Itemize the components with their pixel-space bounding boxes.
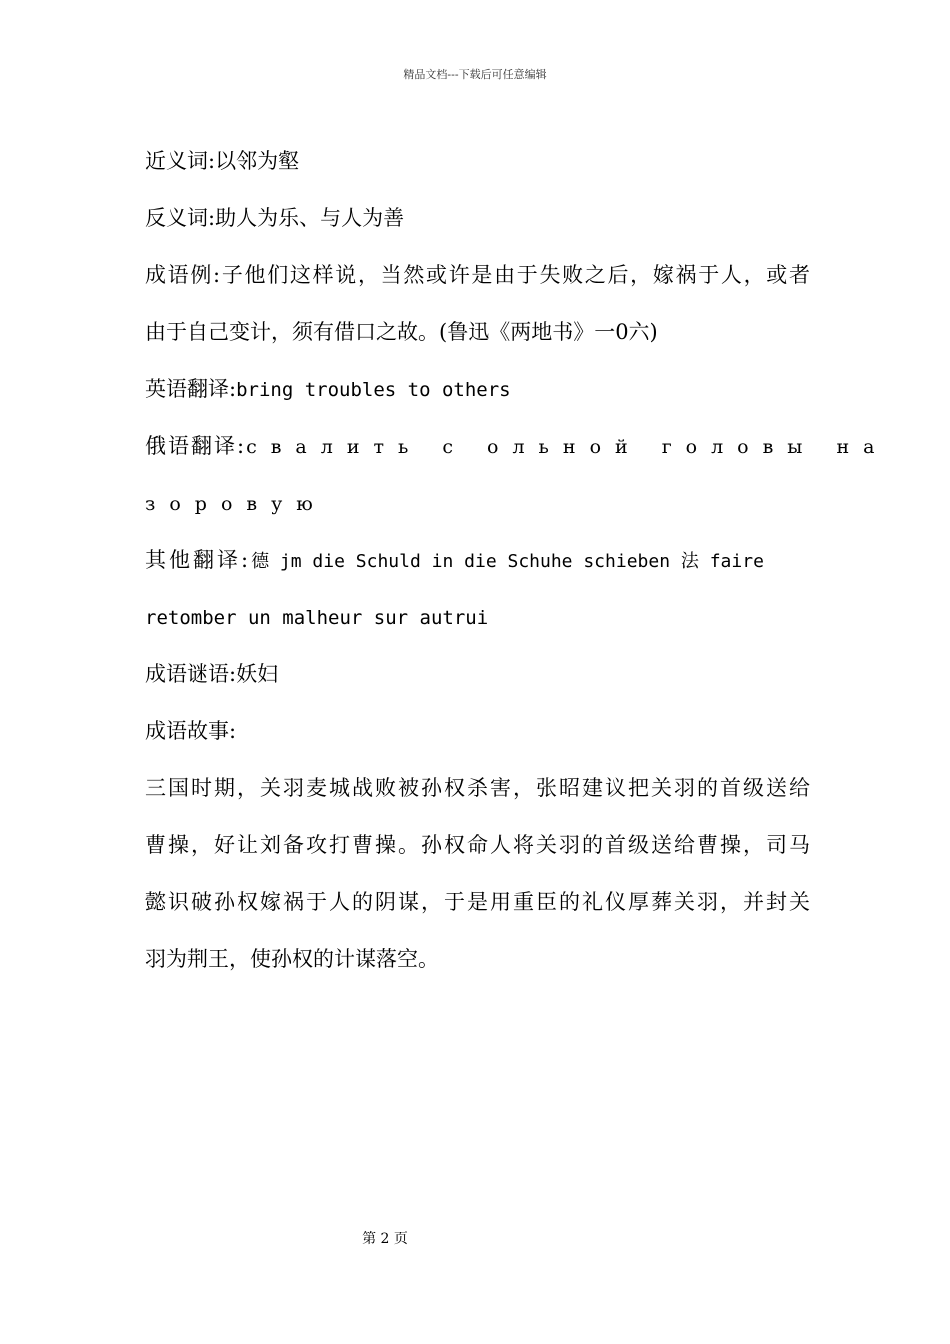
riddle-line: 成语谜语:妖妇 bbox=[145, 662, 279, 686]
russian-translation-line-2 bbox=[145, 475, 810, 532]
other-translation-text-1: 德 jm die Schuld in die Schuhe schieben 法 faire bbox=[251, 551, 764, 572]
english-translation-line bbox=[145, 361, 810, 418]
example-line-1: 成语例:子他们这样说，当然或许是由于失败之后，嫁祸于人，或者 bbox=[145, 263, 810, 287]
russian-translation-line-1 bbox=[145, 418, 889, 475]
other-translation-label: 其他翻译: bbox=[145, 548, 252, 572]
page-number: 第 2 页 bbox=[362, 1231, 408, 1247]
story-line-2: 曹操，好让刘备攻打曹操。孙权命人将关羽的首级送给曹操，司马 bbox=[145, 833, 810, 857]
synonym-line: 近义词:以邻为壑 bbox=[145, 149, 300, 173]
russian-translation-label: 俄语翻译: bbox=[145, 434, 247, 458]
other-translation-text-2: retomber un malheur sur autrui bbox=[145, 607, 489, 629]
example-line-2: 由于自己变计，须有借口之故。(鲁迅《两地书》一0六) bbox=[145, 320, 658, 344]
page-header: 精品文档---下载后可任意编辑 bbox=[403, 68, 547, 81]
document-body bbox=[145, 133, 889, 988]
story-line-1: 三国时期，关羽麦城战败被孙权杀害，张昭建议把关羽的首级送给 bbox=[145, 776, 810, 800]
story-line-3: 懿识破孙权嫁祸于人的阴谋，于是用重臣的礼仪厚葬关羽，并封关 bbox=[145, 890, 810, 914]
english-translation-label: 英语翻译: bbox=[145, 377, 237, 401]
story-heading: 成语故事: bbox=[145, 719, 237, 743]
other-translation-line-1 bbox=[145, 532, 810, 589]
russian-translation-text-1: свалить с ольной головы на bbox=[246, 436, 889, 458]
english-translation-text: bring troubles to others bbox=[236, 379, 511, 401]
story-line-4: 羽为荆王，使孙权的计谋落空。 bbox=[145, 947, 439, 971]
antonym-line: 反义词:助人为乐、与人为善 bbox=[145, 206, 405, 230]
other-translation-line-2 bbox=[145, 589, 810, 646]
russian-translation-text-2: зоровую bbox=[145, 493, 327, 515]
